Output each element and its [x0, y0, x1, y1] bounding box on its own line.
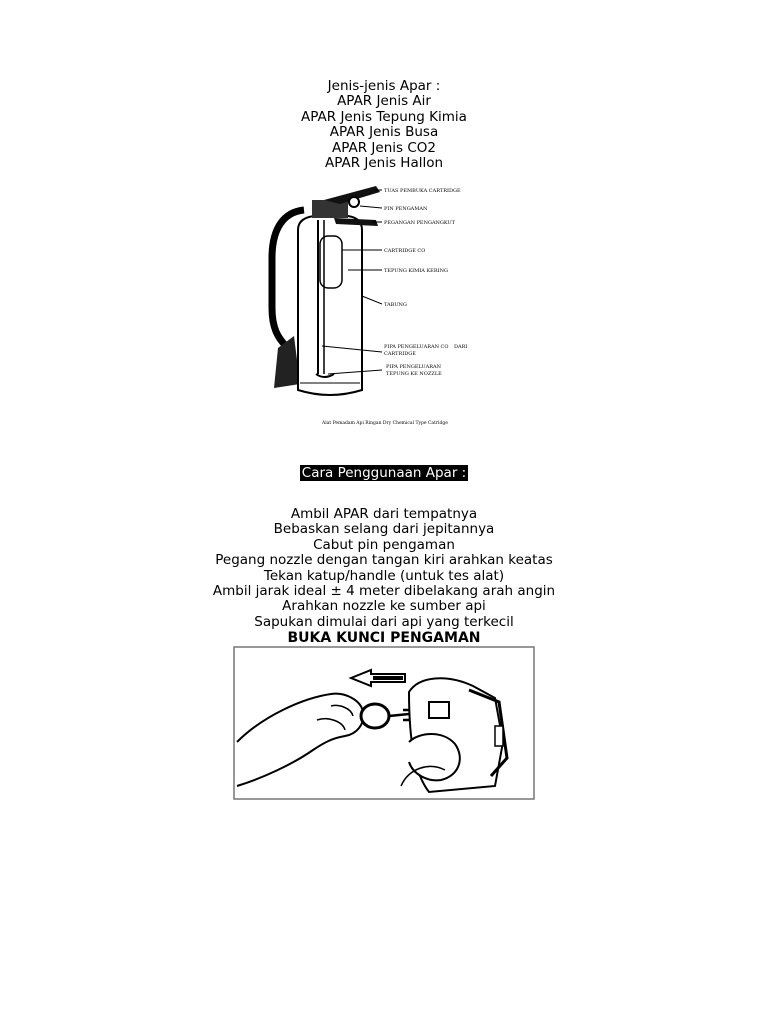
step-item: Ambil jarak ideal ± 4 meter dibelakang arah angin	[212, 583, 556, 600]
type-item: APAR Jenis Hallon	[324, 155, 444, 172]
types-heading: Jenis-jenis Apar :	[327, 78, 441, 94]
usage-steps	[0, 507, 768, 630]
label-cylinder: TABUNG	[384, 302, 407, 308]
type-item: APAR Jenis Air	[337, 93, 431, 110]
label-pin: PIN PENGAMAN	[384, 206, 428, 212]
right-hand-shape	[409, 734, 460, 780]
unlock-safety-heading: BUKA KUNCI PENGAMAN	[287, 630, 481, 646]
type-item: APAR Jenis Tepung Kimia	[301, 108, 467, 125]
label-powder-pipe-nozzle: TEPUNG KE NOZZLE	[386, 371, 442, 377]
label-cartridge: CARTRIDGE CO	[384, 248, 426, 254]
type-item: APAR Jenis CO2	[332, 139, 436, 156]
extinguisher-types	[0, 79, 768, 171]
label-powder: TEPUNG KIMIA KERING	[384, 268, 448, 274]
usage-section-title: Cara Penggunaan Apar :	[301, 465, 467, 481]
step-item: Tekan katup/handle (untuk tes alat)	[263, 567, 505, 584]
step-item: Sapukan dimulai dari api yang terkecil	[254, 613, 514, 630]
step-item: Cabut pin pengaman	[313, 536, 455, 553]
safety-pin-shape	[349, 197, 359, 207]
step-item: Arahkan nozzle ke sumber api	[282, 598, 486, 615]
usage-section-title-wrap	[0, 462, 768, 481]
label-co2-pipe: PIPA PENGELUARAN CO	[384, 344, 449, 350]
label-co2-pipe-dari: DARI	[454, 344, 468, 350]
nozzle-shape	[274, 336, 300, 388]
step-item: Bebaskan selang dari jepitannya	[273, 521, 495, 538]
label-co2-pipe-cartridge: CARTRIDGE	[384, 351, 416, 357]
pin-ring-shape	[361, 704, 389, 728]
step-item: Pegang nozzle dengan tangan kiri arahkan keatas	[215, 552, 553, 569]
label-lever: TUAS PEMBUKA CARTRIDGE	[384, 188, 461, 194]
type-item: APAR Jenis Busa	[329, 124, 439, 141]
step-item: Ambil APAR dari tempatnya	[290, 506, 478, 522]
label-powder-pipe: PIPA PENGELUARAN	[386, 364, 441, 370]
diagram-caption: Alat Pemadam Api Ringan Dry Chemical Type Catridge	[322, 421, 448, 426]
label-handle: PEGANGAN PENGANGKUT	[384, 220, 456, 226]
extinguisher-diagram	[264, 178, 504, 436]
pull-pin-illustration	[233, 646, 535, 800]
